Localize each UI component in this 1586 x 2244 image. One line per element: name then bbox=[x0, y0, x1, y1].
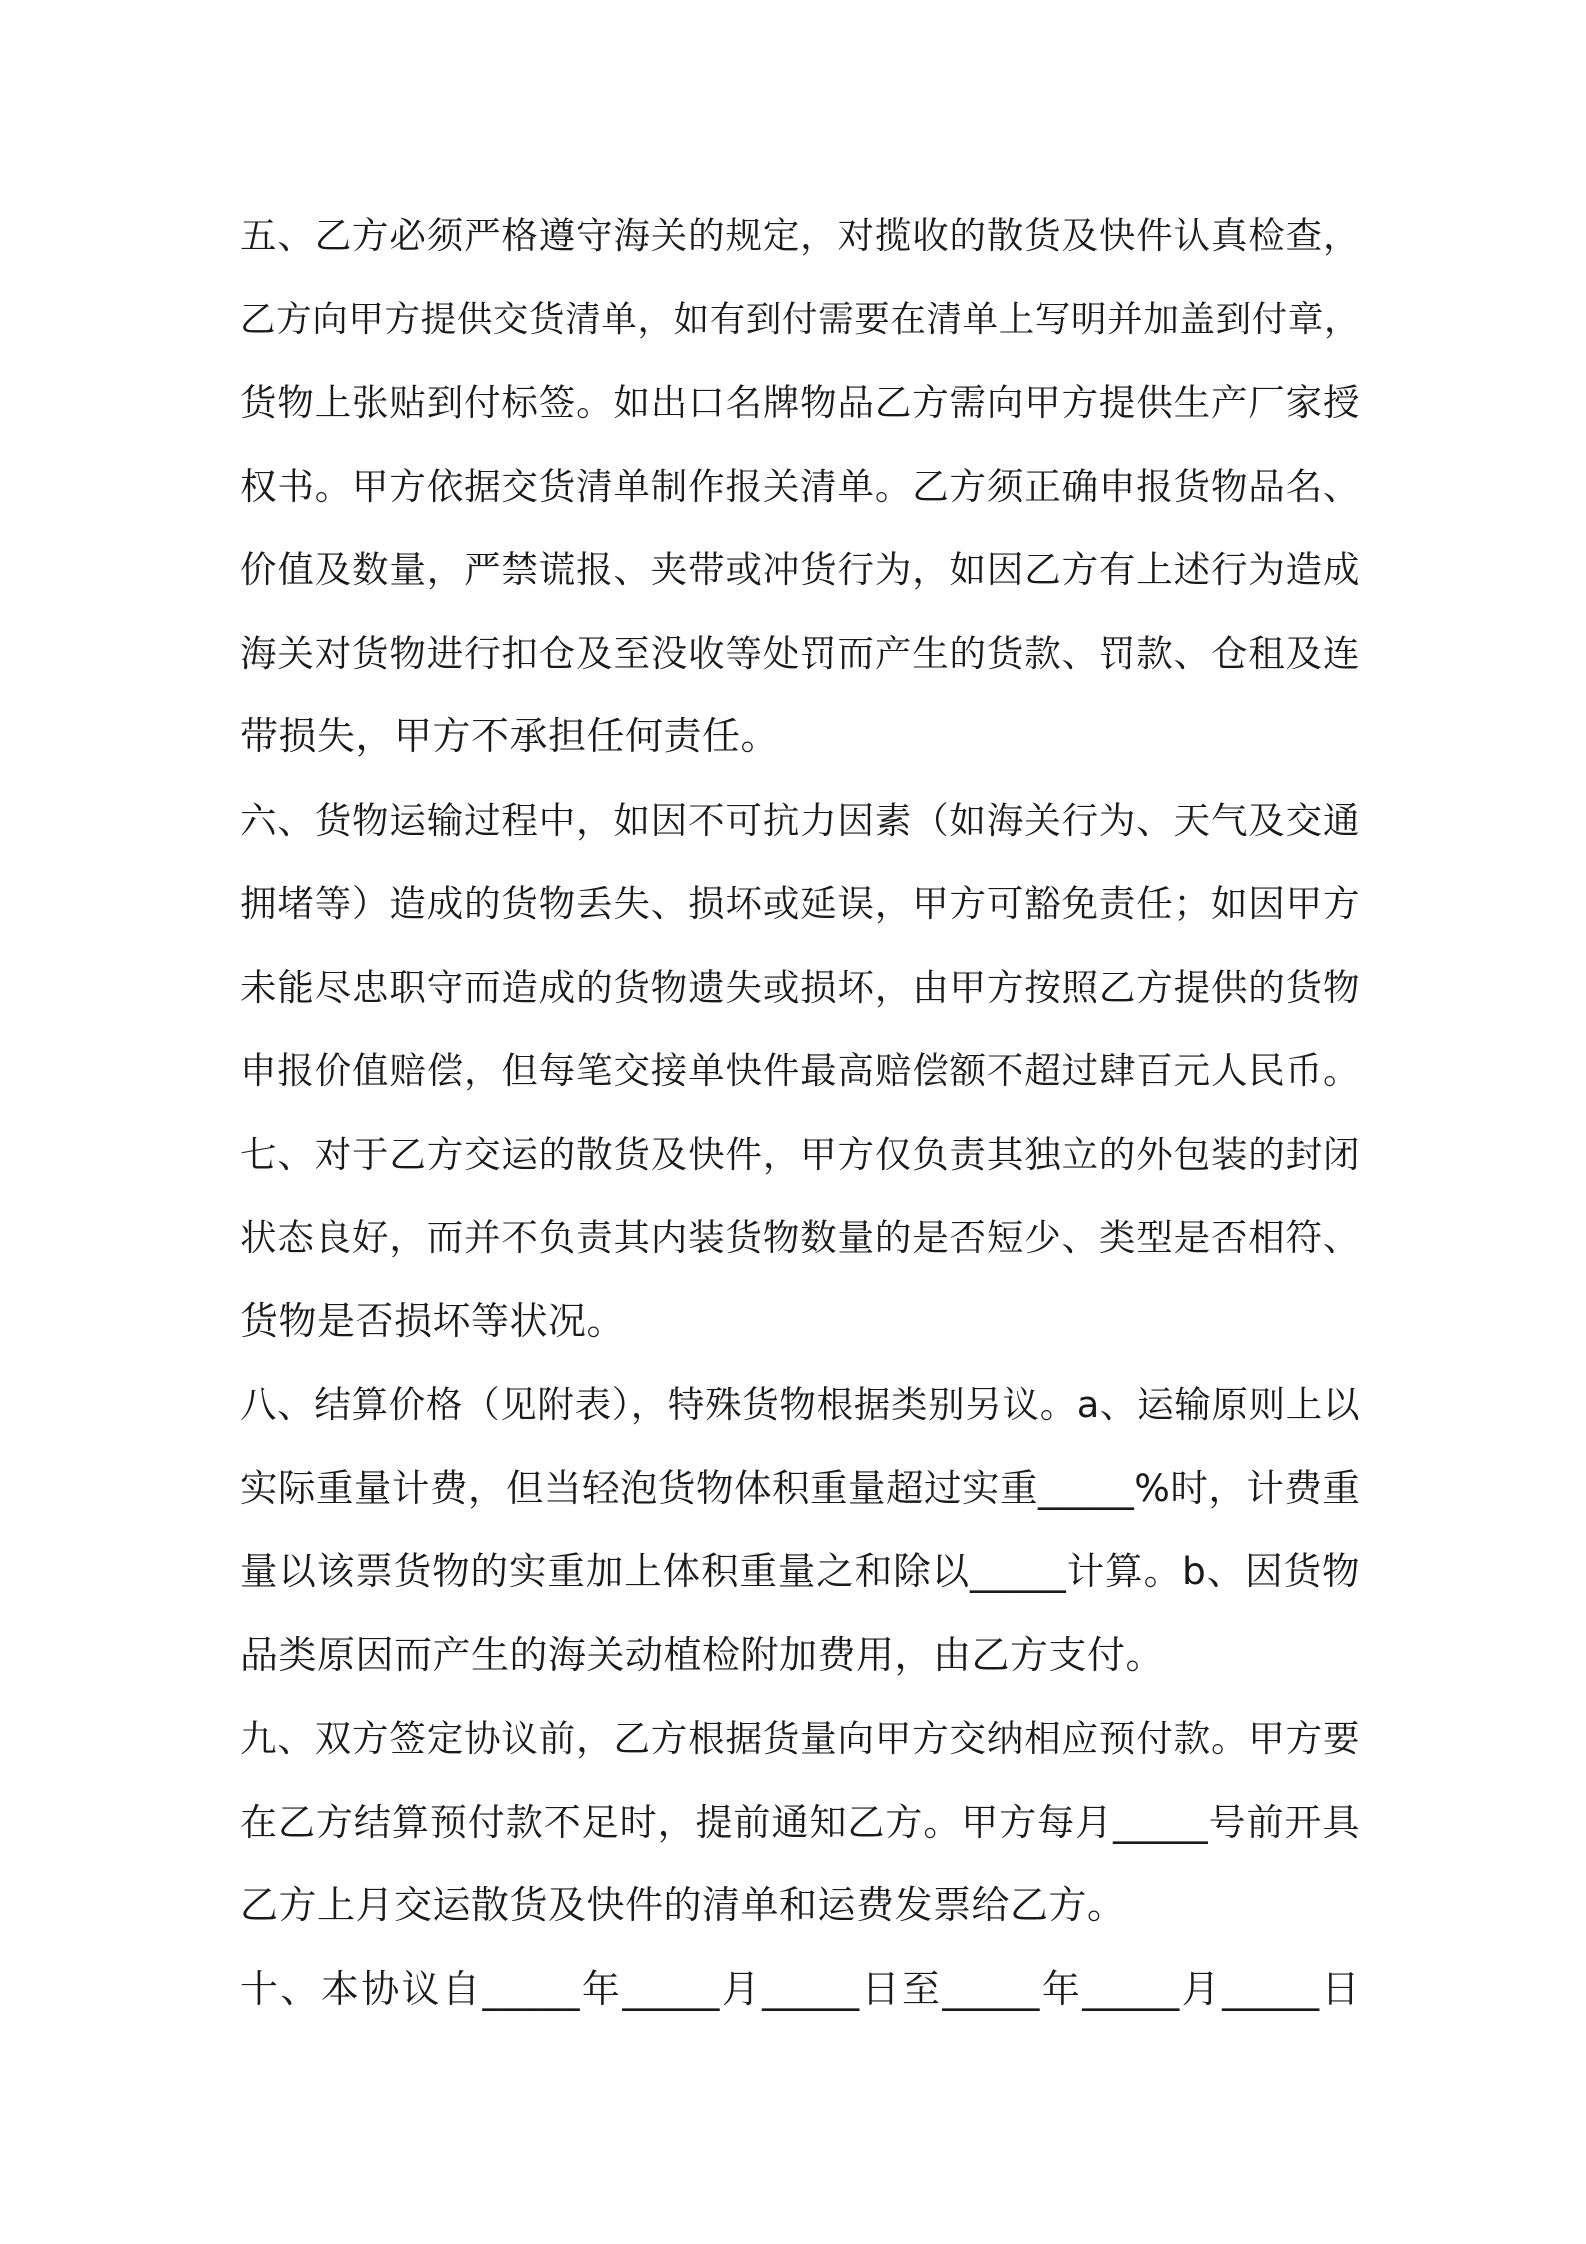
text-line: 状态良好，而并不负责其内装货物数量的是否短少、类型是否相符、 bbox=[240, 1216, 1360, 1259]
text-line: 价值及数量，严禁谎报、夹带或冲货行为，如因乙方有上述行为造成 bbox=[240, 548, 1360, 591]
text-line: 乙方上月交运散货及快件的清单和运费发票给乙方。 bbox=[240, 1883, 1126, 1927]
text-line: 海关对货物进行扣仓及至没收等处罚而产生的货款、罚款、仓租及连 bbox=[240, 631, 1360, 675]
text-line: 十、本协议自_____年_____月_____日至_____年_____月_____日 bbox=[240, 1966, 1360, 2011]
agreement-text-block bbox=[240, 194, 1360, 2031]
text-line: 乙方向甲方提供交货清单，如有到付需要在清单上写明并加盖到付章， bbox=[240, 298, 1360, 340]
text-line: 品类原因而产生的海关动植检附加费用，由乙方支付。 bbox=[240, 1632, 1165, 1677]
text-line: 货物是否损坏等状况。 bbox=[240, 1298, 626, 1343]
text-line: 九、双方签定协议前，乙方根据货量向甲方交纳相应预付款。甲方要 bbox=[240, 1717, 1360, 1760]
text-line: 量以该票货物的实重加上体积重量之和除以_____计算。b、因货物 bbox=[240, 1549, 1360, 1593]
text-line: 七、对于乙方交运的散货及快件，甲方仅负责其独立的外包装的封闭 bbox=[240, 1132, 1360, 1176]
text-line: 权书。甲方依据交货清单制作报关清单。乙方须正确申报货物品名、 bbox=[240, 464, 1360, 508]
text-line: 实际重量计费，但当轻泡货物体积重量超过实重_____%时，计费重 bbox=[240, 1465, 1361, 1510]
text-line: 六、货物运输过程中，如因不可抗力因素（如海关行为、天气及交通 bbox=[240, 798, 1360, 842]
text-line: 未能尽忠职守而造成的货物遗失或损坏，由甲方按照乙方提供的货物 bbox=[240, 965, 1360, 1009]
text-line: 货物上张贴到付标签。如出口名牌物品乙方需向甲方提供生产厂家授 bbox=[240, 381, 1360, 424]
text-line: 五、乙方必须严格遵守海关的规定，对揽收的散货及快件认真检查， bbox=[240, 214, 1360, 257]
text-line: 在乙方结算预付款不足时，提前通知乙方。甲方每月_____号前开具 bbox=[240, 1800, 1360, 1844]
text-line: 带损失，甲方不承担任何责任。 bbox=[240, 714, 780, 758]
text-line: 八、结算价格（见附表），特殊货物根据类别另议。a、运输原则上以 bbox=[240, 1383, 1360, 1426]
text-line: 拥堵等）造成的货物丢失、损坏或延误，甲方可豁免责任；如因甲方 bbox=[240, 882, 1360, 925]
text-line: 申报价值赔偿，但每笔交接单快件最高赔偿额不超过肆百元人民币。 bbox=[240, 1049, 1360, 1092]
